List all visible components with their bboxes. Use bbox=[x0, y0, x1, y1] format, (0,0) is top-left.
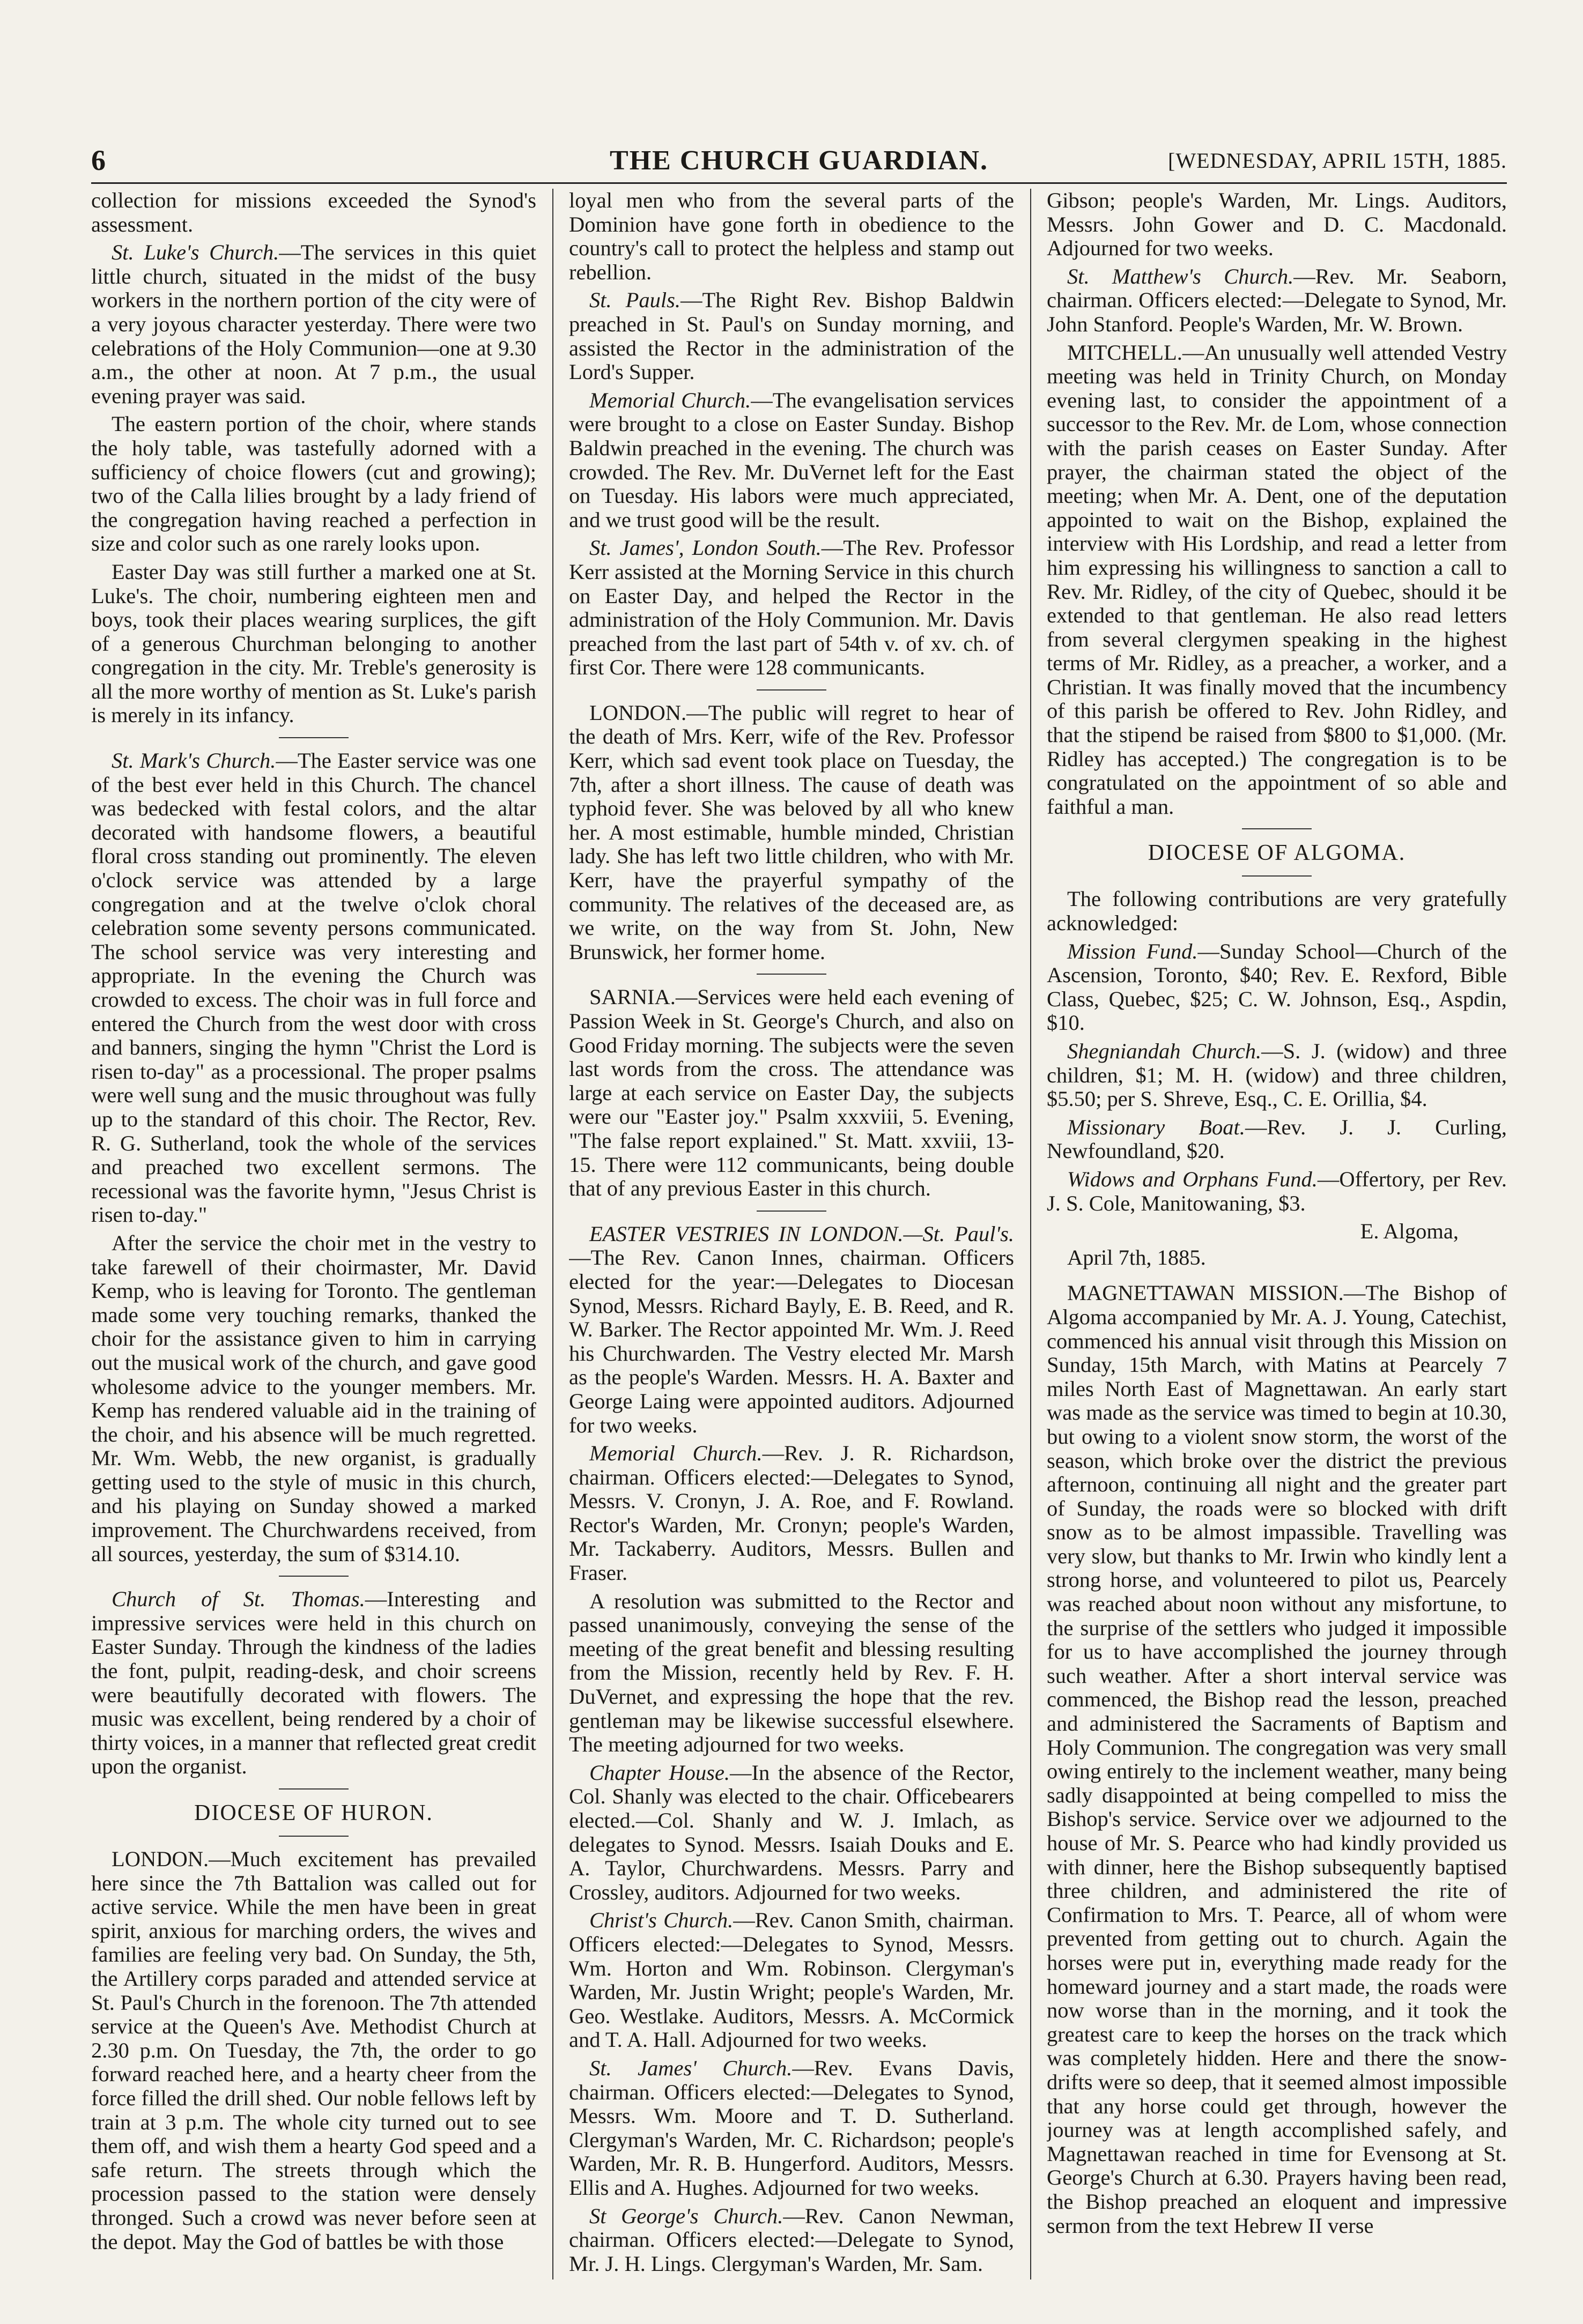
paragraph-text: —Rev. J. J. Curling, Newfoundland, $20. bbox=[1047, 1115, 1507, 1163]
paragraph-text: —Rev. Canon Newman, chairman. Officers elected:—Delegate to Synod, Mr. J. H. Lings. Clergyman's Warden, Mr. Sam. bbox=[569, 2203, 1014, 2276]
article-paragraph bbox=[569, 1222, 1014, 1437]
section-lead: St George's Church. bbox=[589, 2203, 783, 2228]
paragraph-text: —In the absence of the Rector, Col. Shanly was elected to the chair. Officebearers elected.—Col. Shanly and W. J. Imlach, as delegates to Synod. Messrs. Isaiah Douks and E. A. Taylor, Churchwardens. Messrs. Parry and Crossley, auditors. Adjourned for two weeks. bbox=[569, 1760, 1014, 1904]
signature: E. Algoma, bbox=[1360, 1219, 1459, 1244]
section-lead: St. James' Church. bbox=[589, 2055, 793, 2080]
article-paragraph: The eastern portion of the choir, where stands the holy table, was tastefully adorned with a sufficiency of choice flowers (cut and growing); two of the Calla lilies brought by a lady friend of the congregation having reached a perfection in size and color such as one rarely looks upon. bbox=[91, 412, 536, 556]
section-divider bbox=[1242, 828, 1312, 829]
article-paragraph bbox=[569, 1442, 1014, 1585]
section-divider bbox=[279, 737, 349, 738]
paragraph-text: —The Easter service was one of the best ever held in this Church. The chancel was bedecked with festal colors, and the altar decorated with handsome flowers, a beautiful floral cross standing out prominently. The eleven o'clock service was attended by a large congregation and at the twelve o'clok choral celebration some seventy persons communicated. The school service was very interesting and appropriate. In the evening the Church was crowded to excess. The choir was in full force and entered the Church from the west door with cross and banners, singing the hymn "Christ the Lord is risen to-day" as a processional. The proper psalms were well sung and the music throughout was fully up to the standard of this choir. The Rector, Rev. R. G. Sutherland, took the whole of the services and preached two excellent sermons. The recessional was the favorite hymn, "Jesus Christ is risen to-day." bbox=[91, 748, 536, 1227]
section-lead: Christ's Church. bbox=[589, 1908, 734, 1933]
article-paragraph: LONDON.—The public will regret to hear of the death of Mrs. Kerr, wife of the Rev. Professor Kerr, which sad event took place on Tuesday, the 7th, after a short illness. The cause of death was typhoid fever. She was beloved by all who knew her. A most estimable, humble minded, Christian lady. She has left two little children, who with Mr. Kerr, have the prayerful sympathy of the community. The relatives of the deceased are, as we write, on the way from St. John, New Brunswick, her former home. bbox=[569, 700, 1014, 964]
column-1 bbox=[91, 189, 536, 2280]
article-paragraph bbox=[1047, 1116, 1507, 1163]
section-lead: St. Luke's Church. bbox=[112, 240, 279, 265]
page-number: 6 bbox=[91, 144, 106, 176]
section-divider bbox=[279, 1788, 349, 1790]
page-header bbox=[91, 140, 1507, 184]
article-paragraph bbox=[569, 288, 1014, 384]
paragraph-text: —Rev. Canon Smith, chairman. Officers elected:—Delegates to Synod, Messrs. Wm. Horton and Wm. Robinson. Clergyman's Warden, Mr. Justin Wright; people's Warden, Mr. Geo. Westlake. Auditors, Messrs. A. McCormick and T. A. Hall. Adjourned for two weeks. bbox=[569, 1908, 1014, 2052]
section-divider bbox=[1242, 875, 1312, 877]
article-paragraph bbox=[569, 1761, 1014, 1905]
article-paragraph: LONDON.—Much excitement has prevailed here since the 7th Battalion was called out for active service. While the men have been in great spirit, anxious for marching orders, the wives and families are feeling very bad. On Sunday, the 5th, the Artillery corps paraded and attended service at St. Paul's Church in the forenoon. The 7th attended service at the Queen's Ave. Methodist Church at 2.30 p.m. On Tuesday, the 7th, the order to go forward reached here, and a hearty cheer from the force filled the drill shed. Our noble fellows left by train at 3 p.m. The whole city turned out to see them off, and wish them a hearty God speed and a safe return. The streets through which the procession passed to the station were densely thronged. Such a crowd was never before seen at the depot. May the God of battles be with those bbox=[91, 1847, 536, 2254]
paragraph-text: —The Right Rev. Bishop Baldwin preached in St. Paul's on Sunday morning, and assisted the Rector in the administration of the Lord's Supper. bbox=[569, 288, 1014, 384]
article-paragraph bbox=[1047, 1168, 1507, 1215]
section-divider bbox=[757, 1211, 826, 1212]
section-lead: Missionary Boat. bbox=[1067, 1115, 1245, 1139]
paragraph-text: —Interesting and impressive services were held in this church on Easter Sunday. Through the kindness of the ladies the font, pulpit, reading-desk, and choir screens were beautifully decorated with flowers. The music was excellent, being rendered by a choir of thirty voices, in a manner that reflected great credit upon the organist. bbox=[91, 1587, 536, 1779]
section-lead: Mission Fund. bbox=[1067, 939, 1198, 963]
section-lead: Memorial Church. bbox=[589, 388, 751, 412]
article-paragraph: Easter Day was still further a marked one at St. Luke's. The choir, numbering eighteen men and boys, took their places wearing surplices, the gift of a generous Churchman belonging to another congregation in the city. Mr. Treble's generosity is all the more worthy of mention as St. Luke's parish is merely in its infancy. bbox=[91, 559, 536, 727]
issue-date: [WEDNESDAY, APRIL 15TH, 1885. bbox=[1168, 149, 1507, 173]
paragraph-text: —S. J. (widow) and three children, $1; M. H. (widow) and three children, $5.50; per S. Shreve, Esq., C. E. Orillia, $4. bbox=[1047, 1039, 1507, 1111]
article-paragraph bbox=[1047, 1040, 1507, 1111]
section-divider bbox=[279, 1576, 349, 1577]
article-paragraph bbox=[91, 749, 536, 1227]
section-lead: Widows and Orphans Fund. bbox=[1067, 1167, 1318, 1191]
dateline: April 7th, 1885. bbox=[1067, 1245, 1206, 1269]
article-paragraph bbox=[1047, 265, 1507, 337]
article-paragraph: MAGNETTAWAN MISSION.—The Bishop of Algoma accompanied by Mr. A. J. Young, Catechist, commenced his annual visit through this Mission on Sunday, 15th March, with Matins at Pearcely 7 miles North East of Magnettawan. An early start was made as the service was timed to begin at 10.30, but owing to a violent snow storm, the worst of the season, which broke over the district the previous afternoon, continuing all night and the greater part of Sunday, the roads were so blocked with drift snow as to be almost impassible. Travelling was very slow, but thanks to Mr. Irwin who kindly lent a strong horse, and volunteered to pilot us, Pearcely was reached about noon without any misfortune, to the surprise of the settlers who judged it impossible for us to have accomplished the journey through such weather. After a short interval service was commenced, the Bishop read the lesson, preached and administered the Sacraments of Baptism and Holy Communion. The congregation was very small owing entirely to the inclement weather, many being sadly disappointed at being compelled to miss the Bishop's service. Service over we adjourned to the house of Mr. S. Pearce who had kindly provided us with dinner, here the Bishop subsequently baptised three children, and administered the rite of Confirmation to Mrs. T. Pearce, all of whom were prevented from getting out to church. Again the horses were put in, everything made ready for the homeward journey and a start made, the roads were now worse than in the morning, and it took the greatest care to keep the horses on the track which was completely hidden. Here and there the snow-drifts were so deep, that it seemed almost impossible that any horse could get through, however the journey was at length accomplished safely, and Magnettawan reached in time for Evensong at St. George's Church at 6.30. Prayers having been read, the Bishop preached an eloquent and impressive sermon from the text Hebrew II verse bbox=[1047, 1281, 1507, 2238]
paragraph-text: —Rev. Mr. Seaborn, chairman. Officers elected:—Delegate to Synod, Mr. John Stanford. People's Warden, Mr. W. Brown. bbox=[1047, 264, 1507, 336]
column-3 bbox=[1047, 189, 1507, 2280]
paragraph-text: —The Rev. Canon Innes, chairman. Officers elected for the year:—Delegates to Diocesan Synod, Messrs. Richard Bayly, E. B. Reed, and R. W. Barker. The Rector appointed Mr. Wm. J. Reed his Churchwarden. The Vestry elected Mr. Marsh as the people's Warden. Messrs. H. A. Baxter and George Laing were appointed auditors. Adjourned for two weeks. bbox=[569, 1245, 1014, 1437]
section-lead: St. Matthew's Church. bbox=[1067, 264, 1294, 288]
column-rule bbox=[1030, 189, 1031, 2280]
column-rule bbox=[552, 189, 553, 2280]
article-paragraph bbox=[569, 389, 1014, 532]
section-lead: Chapter House. bbox=[589, 1760, 730, 1785]
section-lead: Memorial Church. bbox=[589, 1441, 763, 1466]
article-paragraph: Gibson; people's Warden, Mr. Lings. Auditors, Messrs. John Gower and D. C. Macdonald. Adjourned for two weeks. bbox=[1047, 189, 1507, 261]
paragraph-text: —Sunday School—Church of the Ascension, Toronto, $40; Rev. E. Rexford, Bible Class, Quebec, $25; C. W. Johnson, Esq., Aspdin, $10. bbox=[1047, 939, 1507, 1035]
paragraph-text: —Offertory, per Rev. J. S. Cole, Manitowaning, $3. bbox=[1047, 1167, 1507, 1215]
section-lead: Shegniandah Church. bbox=[1067, 1039, 1262, 1063]
section-lead: EASTER VESTRIES IN LONDON.—St. Paul's. bbox=[589, 1221, 1014, 1246]
paragraph-text: —The services in this quiet little church, situated in the midst of the busy workers in the northern portion of the city were of a very joyous character yesterday. There were two celebrations of the Holy Communion—one at 9.30 a.m., the other at noon. At 7 p.m., the usual evening prayer was said. bbox=[91, 240, 536, 408]
article-paragraph: SARNIA.—Services were held each evening of Passion Week in St. George's Church, and also on Good Friday morning. The subjects were the seven last words from the cross. The attendance was large at each service on Easter Day, the subjects were our "Easter joy." Psalm xxxviii, 5. Evening, "The false report explained." St. Matt. xxviii, 13-15. There were 112 communicants, being double that of any previous Easter in this church. bbox=[569, 985, 1014, 1201]
section-heading: DIOCESE OF HURON. bbox=[194, 1801, 433, 1825]
article-paragraph: After the service the choir met in the vestry to take farewell of their choirmaster, Mr. David Kemp, who is leaving for Toronto. The gentleman made some very touching remarks, thanked the choir for the assistance given to him in carrying out the musical work of the church, and gave good wholesome advice to the younger members. Mr. Kemp has rendered valuable aid in the training of the choir, and his absence will be much regretted. Mr. Wm. Webb, the new organist, is gradually getting used to the style of music in this church, and his playing on Sunday showed a marked improvement. The Churchwardens received, from all sources, yesterday, the sum of $314.10. bbox=[91, 1230, 536, 1566]
article-paragraph bbox=[1047, 940, 1507, 1035]
section-lead: St. Pauls. bbox=[589, 288, 680, 313]
article-paragraph bbox=[91, 241, 536, 408]
paragraph-text: —The Rev. Professor Kerr assisted at the Morning Service in this church on Easter Day, and helped the Rector in the administration of the Holy Communion. Mr. Davis preached from the last part of 54th v. of xv. ch. of first Cor. There were 128 communicants. bbox=[569, 536, 1014, 680]
section-lead: St. Mark's Church. bbox=[112, 748, 276, 773]
paragraph-text: —Rev. J. R. Richardson, chairman. Officers elected:—Delegates to Synod, Messrs. V. Cronyn, J. A. Roe, and F. Rowland. Rector's Warden, Mr. Cronyn; people's Warden, Mr. Tackaberry. Auditors, Messrs. Bullen and Fraser. bbox=[569, 1441, 1014, 1585]
masthead-title: THE CHURCH GUARDIAN. bbox=[610, 145, 988, 176]
section-lead: St. James', London South. bbox=[589, 536, 822, 560]
section-divider bbox=[757, 689, 826, 690]
article-paragraph bbox=[569, 2056, 1014, 2200]
article-paragraph: MITCHELL.—An unusually well attended Vestry meeting was held in Trinity Church, on Monday evening last, to consider the appointment of a successor to the Rev. Mr. de Lom, whose connection with the parish ceases on Easter Sunday. After prayer, the chairman stated the object of the meeting; when Mr. A. Dent, one of the deputation appointed to wait on the Bishop, explained the interview with His Lordship, and read a letter from him expressing his willingness to sanction a call to Rev. Mr. Ridley, of the city of Quebec, should it be extended to that gentleman. He also read letters from several clergymen speaking in the highest terms of Mr. Ridley, as a preacher, a worker, and a Christian. It was finally moved that the incumbency of this parish be offered to Rev. John Ridley, and that the stipend be raised from $800 to $1,000. (Mr. Ridley has accepted.) The congregation is to be congratulated on the appointment of so able and faithful a man. bbox=[1047, 340, 1507, 819]
paragraph-text: —Rev. Evans Davis, chairman. Officers elected:—Delegates to Synod, Messrs. Wm. Moore and T. D. Sutherland. Clergyman's Warden, Mr. C. Richardson; people's Warden, Mr. R. B. Hungerford. Auditors, Messrs. Ellis and A. Hughes. Adjourned for two weeks. bbox=[569, 2055, 1014, 2200]
section-divider bbox=[757, 974, 826, 975]
column-2 bbox=[569, 189, 1014, 2280]
section-divider bbox=[279, 1836, 349, 1837]
article-paragraph: The following contributions are very gratefully acknowledged: bbox=[1047, 887, 1507, 935]
article-paragraph: collection for missions exceeded the Synod's assessment. bbox=[91, 189, 536, 236]
article-paragraph bbox=[569, 536, 1014, 680]
article-paragraph bbox=[569, 1909, 1014, 2052]
article-paragraph bbox=[569, 2204, 1014, 2276]
section-heading: DIOCESE OF ALGOMA. bbox=[1148, 841, 1406, 866]
paragraph-text: —The evangelisation services were brought to a close on Easter Sunday. Bishop Baldwin preached in the evening. The church was crowded. The Rev. Mr. DuVernet left for the East on Tuesday. His labors were much appreciated, and we trust good will be the result. bbox=[569, 388, 1014, 532]
section-lead: Church of St. Thomas. bbox=[112, 1587, 365, 1612]
article-paragraph: loyal men who from the several parts of the Dominion have gone forth in obedience to the country's call to protect the helpless and stamp out rebellion. bbox=[569, 189, 1014, 284]
article-paragraph: A resolution was submitted to the Rector and passed unanimously, conveying the sense of the meeting of the great benefit and blessing resulting from the Mission, recently held by Rev. F. H. DuVernet, and expressing the hope that the rev. gentleman may be likewise successful elsewhere. The meeting adjourned for two weeks. bbox=[569, 1588, 1014, 1757]
article-paragraph bbox=[91, 1587, 536, 1779]
